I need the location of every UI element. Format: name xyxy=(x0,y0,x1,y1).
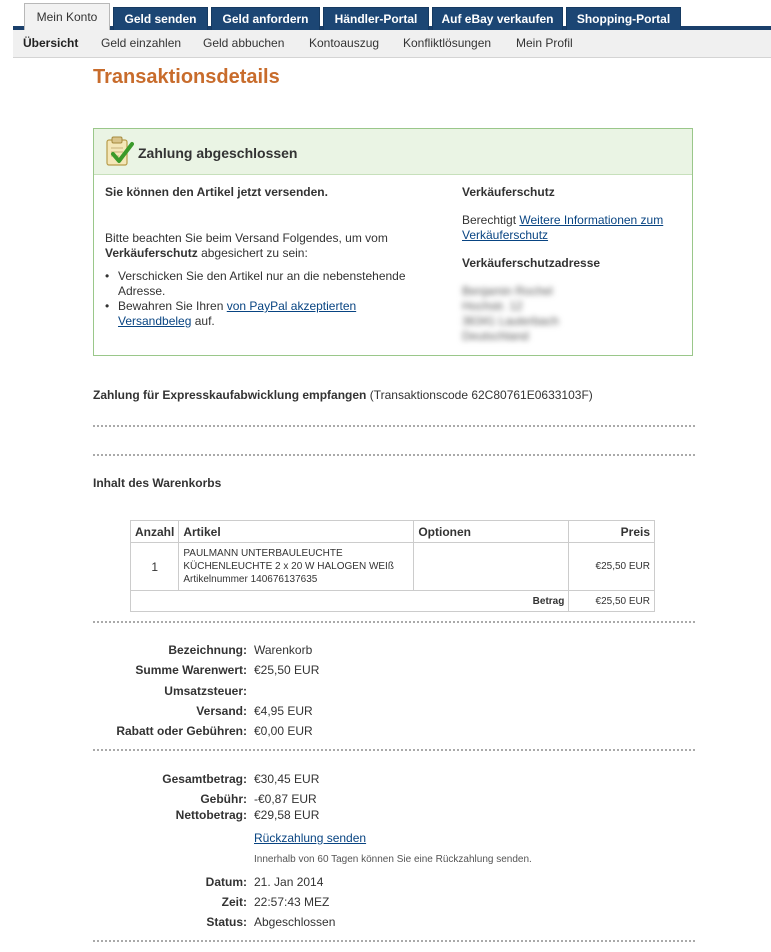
detail-label: Bezeichnung: xyxy=(168,643,247,657)
table-total-row xyxy=(131,591,655,612)
detail-rabatt xyxy=(93,724,693,742)
detail-value: €25,50 EUR xyxy=(254,663,320,677)
tab-auf-ebay-verkaufen[interactable]: Auf eBay verkaufen xyxy=(432,7,563,30)
detail-label: Rabatt oder Gebühren: xyxy=(116,724,247,738)
protection-info-link[interactable]: Weitere Informationen zum Verkäuferschutz xyxy=(462,213,664,242)
item-number: Artikelnummer 140676137635 xyxy=(183,574,318,585)
cart-table xyxy=(130,520,655,612)
row-qty: 1 xyxy=(131,543,179,591)
transaction-code: (Transaktionscode 62C80761E0633103F) xyxy=(369,388,593,402)
col-price: Preis xyxy=(569,521,655,543)
row-item xyxy=(179,543,414,591)
detail-versand xyxy=(93,704,693,722)
refund-row xyxy=(93,831,693,849)
bullet2-prefix: Bewahren Sie Ihren xyxy=(118,299,224,313)
detail-value: Abgeschlossen xyxy=(254,915,336,929)
protection-address xyxy=(462,284,682,344)
detail-label: Status: xyxy=(206,915,247,929)
protection-status xyxy=(462,213,682,243)
item-name-line2: KÜCHENLEUCHTE 2 x 20 W HALOGEN WEIß xyxy=(183,561,394,572)
tab-shopping-portal[interactable]: Shopping-Portal xyxy=(566,7,681,30)
subnav-kontoauszug[interactable]: Kontoauszug xyxy=(309,36,380,50)
row-price: €25,50 EUR xyxy=(569,543,655,591)
divider xyxy=(93,425,695,427)
total-label: Betrag xyxy=(131,591,569,612)
detail-gesamtbetrag xyxy=(93,772,693,790)
protection-status-value: Berechtigt xyxy=(462,213,517,227)
address-line: Deutschland xyxy=(462,329,529,343)
item-name-line1: PAULMANN UNTERBAULEUCHTE xyxy=(183,548,343,559)
list-item: • Verschicken Sie den Artikel nur an die nebenstehende Adresse. xyxy=(117,269,417,299)
protection-title: Verkäuferschutz xyxy=(462,185,555,199)
divider xyxy=(93,621,695,623)
row-options xyxy=(414,543,569,591)
payment-description xyxy=(93,388,593,402)
status-header xyxy=(94,129,692,175)
bullet2-suffix: auf. xyxy=(194,314,215,328)
address-line: 36341 Lauterbach xyxy=(462,314,559,328)
main-tab-bar xyxy=(13,0,771,30)
detail-label: Gesamtbetrag: xyxy=(162,772,247,786)
subnav-konfliktloesungen[interactable]: Konfliktlösungen xyxy=(403,36,492,50)
detail-nettobetrag xyxy=(93,808,693,826)
table-row xyxy=(131,543,655,591)
shipping-instructions xyxy=(105,185,435,329)
tab-mein-konto[interactable]: Mein Konto xyxy=(24,3,110,30)
detail-value: €0,00 EUR xyxy=(254,724,313,738)
divider xyxy=(93,749,695,751)
detail-zeit xyxy=(93,895,693,913)
detail-value: €4,95 EUR xyxy=(254,704,313,718)
detail-warenwert xyxy=(93,663,693,681)
detail-value: 21. Jan 2014 xyxy=(254,875,324,889)
detail-value: Warenkorb xyxy=(254,643,313,657)
detail-label: Gebühr: xyxy=(200,792,247,806)
tab-geld-anfordern[interactable]: Geld anfordern xyxy=(211,7,320,30)
detail-label: Summe Warenwert: xyxy=(135,663,247,677)
divider xyxy=(93,454,695,456)
total-value: €25,50 EUR xyxy=(569,591,655,612)
detail-value: €29,58 EUR xyxy=(254,808,320,822)
detail-bezeichnung xyxy=(93,643,693,661)
sub-navigation xyxy=(13,30,771,58)
clipboard-check-icon xyxy=(104,135,134,167)
detail-label: Zeit: xyxy=(221,895,247,909)
protection-note xyxy=(105,231,405,261)
cart-title: Inhalt des Warenkorbs xyxy=(93,476,222,490)
payment-type: Zahlung für Expresskaufabwicklung empfangen xyxy=(93,388,367,402)
subnav-geld-abbuchen[interactable]: Geld abbuchen xyxy=(203,36,285,50)
note-suffix: abgesichert zu sein: xyxy=(201,246,308,260)
address-line: Benjamin Rochel xyxy=(462,284,553,298)
subnav-geld-einzahlen[interactable]: Geld einzahlen xyxy=(101,36,182,50)
col-options: Optionen xyxy=(414,521,569,543)
page-title: Transaktionsdetails xyxy=(93,66,280,88)
col-qty: Anzahl xyxy=(131,521,179,543)
detail-label: Datum: xyxy=(205,875,247,889)
address-title: Verkäuferschutzadresse xyxy=(462,256,601,270)
tab-haendler-portal[interactable]: Händler-Portal xyxy=(323,7,429,30)
detail-label: Umsatzsteuer: xyxy=(164,684,247,698)
status-title: Zahlung abgeschlossen xyxy=(138,145,298,161)
ship-now-text: Sie können den Artikel jetzt versenden. xyxy=(105,185,328,199)
detail-label: Nettobetrag: xyxy=(175,808,247,822)
detail-umsatzsteuer xyxy=(93,684,693,702)
detail-value: -€0,87 EUR xyxy=(254,792,317,806)
note-prefix: Bitte beachten Sie beim Versand Folgendes, um vom xyxy=(105,231,388,245)
refund-note-row xyxy=(93,854,693,872)
subnav-mein-profil[interactable]: Mein Profil xyxy=(516,36,573,50)
instruction-list xyxy=(117,269,435,329)
list-item xyxy=(117,299,407,329)
address-line: Hochstr. 12 xyxy=(462,299,523,313)
versandbeleg-link[interactable]: von PayPal akzeptierten Versandbeleg xyxy=(118,299,357,328)
detail-value: 22:57:43 MEZ xyxy=(254,895,330,909)
status-box xyxy=(93,128,693,356)
table-header-row xyxy=(131,521,655,543)
tab-geld-senden[interactable]: Geld senden xyxy=(113,7,208,30)
col-item: Artikel xyxy=(179,521,414,543)
detail-datum xyxy=(93,875,693,893)
divider xyxy=(93,940,695,942)
seller-protection xyxy=(462,185,682,344)
subnav-uebersicht[interactable]: Übersicht xyxy=(23,36,79,50)
refund-note: Innerhalb von 60 Tagen können Sie eine Rückzahlung senden. xyxy=(254,854,532,865)
note-bold: Verkäuferschutz xyxy=(105,246,198,260)
detail-label: Versand: xyxy=(196,704,247,718)
detail-value: €30,45 EUR xyxy=(254,772,320,786)
detail-status xyxy=(93,915,693,933)
refund-link[interactable]: Rückzahlung senden xyxy=(254,831,367,845)
